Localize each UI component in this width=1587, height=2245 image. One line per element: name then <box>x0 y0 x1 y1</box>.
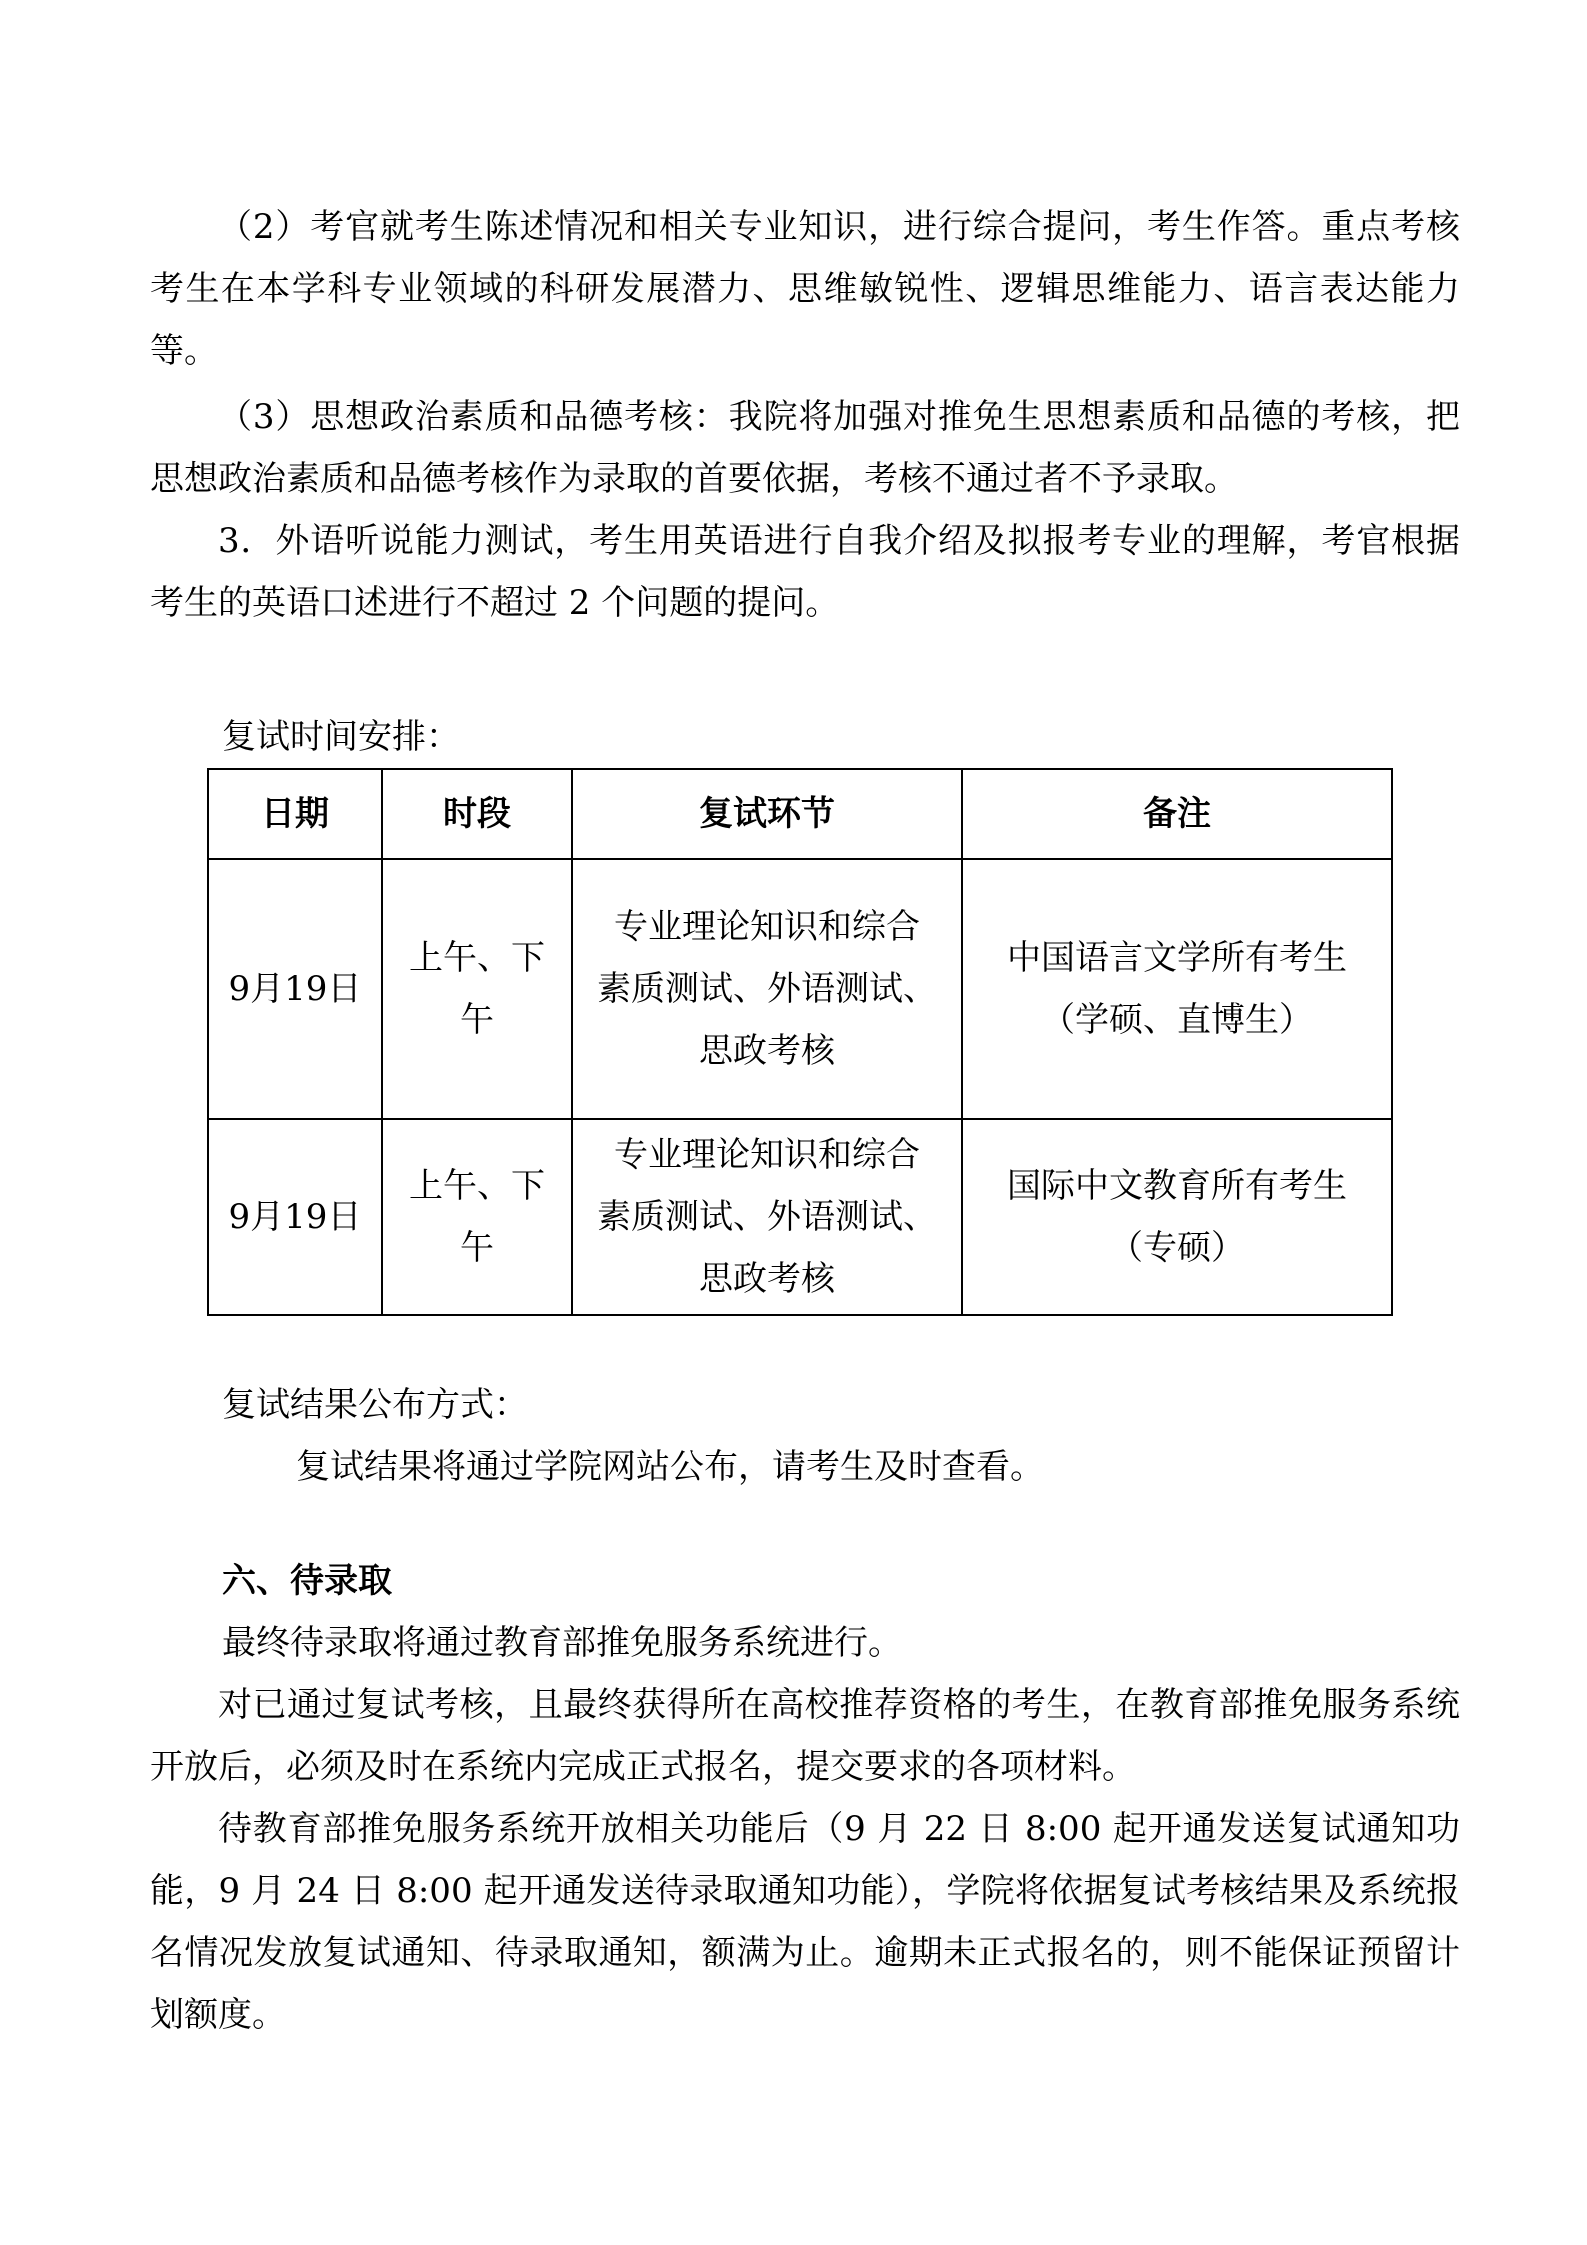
paragraph-notification: 待教育部推免服务系统开放相关功能后（9 月 22 日 8:00 起开通发送复试通知功能，9 月 24 日 8:00 起开通发送待录取通知功能），学院将依据复试考核结果及系统报名情况发放复试通知、待录取通知，额满为止。逾期未正式报名的，则不能保证预留计划额度。 <box>150 1809 1460 2035</box>
cell-period <box>382 1119 572 1315</box>
paragraph-interview-questions: （2）考官就考生陈述情况和相关专业知识，进行综合提问，考生作答。重点考核考生在本学科专业领域的科研发展潜力、思维敏锐性、逻辑思维能力、语言表达能力等。 <box>150 207 1460 371</box>
header-note: 备注 <box>962 769 1392 859</box>
cell-note-line: 中国语言文学所有考生 <box>1007 938 1347 978</box>
table-header-row <box>208 769 1392 859</box>
paragraph-language-test: 3．外语听说能力测试，考生用英语进行自我介绍及拟报考专业的理解，考官根据考生的英语口述进行不超过 2 个问题的提问。 <box>150 521 1460 623</box>
cell-session <box>572 1119 962 1315</box>
cell-session-line: 专业理论知识和综合 <box>614 1135 920 1175</box>
cell-period-line: 上午、下 <box>409 938 545 978</box>
cell-note-line: （学硕、直博生） <box>1041 1000 1313 1040</box>
cell-date: 9月19日 <box>208 1119 382 1315</box>
cell-session-line: 素质测试、外语测试、 <box>597 969 937 1009</box>
cell-period-line: 午 <box>460 1228 494 1268</box>
paragraph-registration: 对已通过复试考核，且最终获得所在高校推荐资格的考生，在教育部推免服务系统开放后，必须及时在系统内完成正式报名，提交要求的各项材料。 <box>150 1685 1460 1787</box>
cell-session <box>572 859 962 1119</box>
cell-session-line: 素质测试、外语测试、 <box>597 1197 937 1237</box>
results-label: 复试结果公布方式： <box>222 1385 528 1425</box>
table-row <box>208 1119 1392 1315</box>
cell-note-line: 国际中文教育所有考生 <box>1007 1166 1347 1206</box>
paragraph-political-assessment: （3）思想政治素质和品德考核：我院将加强对推免生思想素质和品德的考核，把思想政治素质和品德考核作为录取的首要依据，考核不通过者不予录取。 <box>150 397 1460 499</box>
schedule-table <box>207 768 1393 1316</box>
results-text: 复试结果将通过学院网站公布，请考生及时查看。 <box>296 1447 1044 1487</box>
cell-note-line: （专硕） <box>1109 1228 1245 1268</box>
cell-session-line: 思政考核 <box>699 1031 835 1071</box>
cell-session-line: 思政考核 <box>699 1259 835 1299</box>
header-date: 日期 <box>208 769 382 859</box>
cell-period-line: 上午、下 <box>409 1166 545 1206</box>
header-period: 时段 <box>382 769 572 859</box>
cell-session-line: 专业理论知识和综合 <box>614 907 920 947</box>
cell-note <box>962 859 1392 1119</box>
cell-period-line: 午 <box>460 1000 494 1040</box>
cell-period <box>382 859 572 1119</box>
cell-date: 9月19日 <box>208 859 382 1119</box>
header-session: 复试环节 <box>572 769 962 859</box>
schedule-label: 复试时间安排： <box>222 717 460 757</box>
paragraph-final-admission: 最终待录取将通过教育部推免服务系统进行。 <box>222 1623 902 1663</box>
table-row <box>208 859 1392 1119</box>
cell-note <box>962 1119 1392 1315</box>
section-heading-admission: 六、待录取 <box>222 1561 392 1601</box>
